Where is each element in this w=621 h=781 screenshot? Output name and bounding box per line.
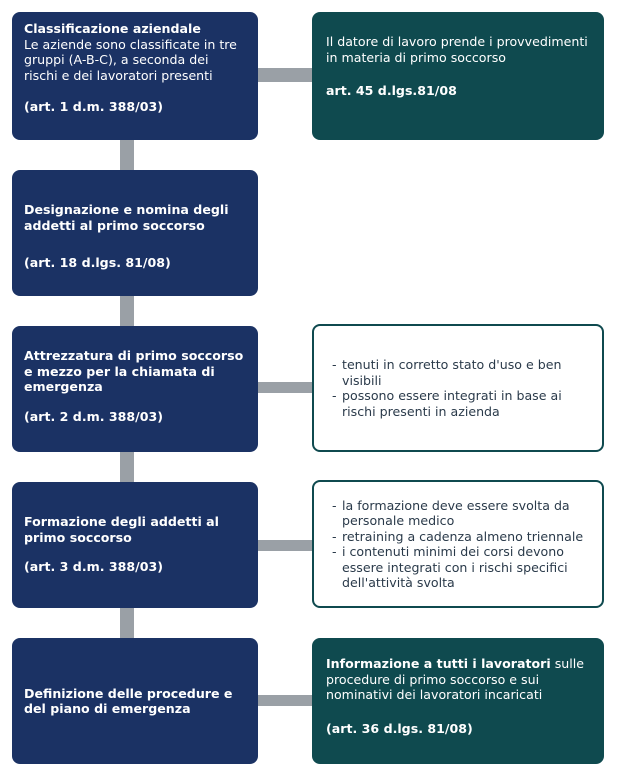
step-designazione: [12, 170, 258, 296]
note-reference: (art. 36 d.lgs. 81/08): [326, 720, 473, 736]
note-equipment: [312, 324, 604, 452]
step-reference: (art. 1 d.m. 388/03): [24, 99, 164, 114]
step-procedure: [12, 638, 258, 764]
step-classificazione: [12, 12, 258, 140]
note-training: [312, 480, 604, 608]
side-connector-1: [256, 68, 314, 82]
step-title: Classificazione aziendale: [24, 21, 201, 36]
step-reference: (art. 18 d.lgs. 81/08): [24, 255, 171, 270]
list-item: - tenuti in corretto stato d'uso e ben visibili: [332, 357, 590, 388]
note-information: [312, 638, 604, 764]
note-text: Il datore di lavoro prende i provvedimenti in materia di primo soccorso: [326, 34, 588, 65]
list-item: - retraining a cadenza almeno triennale: [332, 529, 590, 545]
step-title: Designazione e nomina degli addetti al primo soccorso: [24, 202, 229, 233]
training-list: [332, 498, 590, 591]
side-connector-4: [256, 540, 314, 551]
spine-connector-4: [120, 608, 134, 640]
step-title: Formazione degli addetti al primo soccorso: [24, 514, 219, 545]
note-rest: sulle procedure di primo soccorso e sui nominativi dei lavoratori incaricati: [326, 656, 584, 702]
spine-connector-1: [120, 140, 134, 172]
step-title: Definizione delle procedure e del piano di emergenza: [24, 685, 233, 716]
spine-connector-2: [120, 295, 134, 327]
note-reference: art. 45 d.lgs.81/08: [326, 83, 457, 98]
step-reference: (art. 3 d.m. 388/03): [24, 559, 164, 574]
list-item: - la formazione deve essere svolta da personale medico: [332, 498, 590, 529]
step-title: Attrezzatura di primo soccorso e mezzo per la chiamata di emergenza: [24, 348, 244, 394]
note-text: [326, 656, 590, 703]
step-reference: (art. 2 d.m. 388/03): [24, 408, 164, 424]
note-employer: [312, 12, 604, 140]
side-connector-3: [256, 382, 314, 393]
step-body: Le aziende sono classificate in tre gruppi (A-B-C), a seconda dei rischi e dei lavoratori presenti: [24, 36, 237, 83]
list-item: - possono essere integrati in base ai rischi presenti in azienda: [332, 388, 590, 419]
spine-connector-3: [120, 452, 134, 484]
equipment-list: [332, 357, 590, 419]
list-item: - i contenuti minimi dei corsi devono essere integrati con i rischi specifici dell'attività svolta: [332, 544, 590, 591]
side-connector-5: [256, 695, 314, 706]
step-attrezzatura: [12, 326, 258, 452]
note-bold: Informazione a tutti i lavoratori: [326, 656, 551, 671]
step-formazione: [12, 482, 258, 608]
